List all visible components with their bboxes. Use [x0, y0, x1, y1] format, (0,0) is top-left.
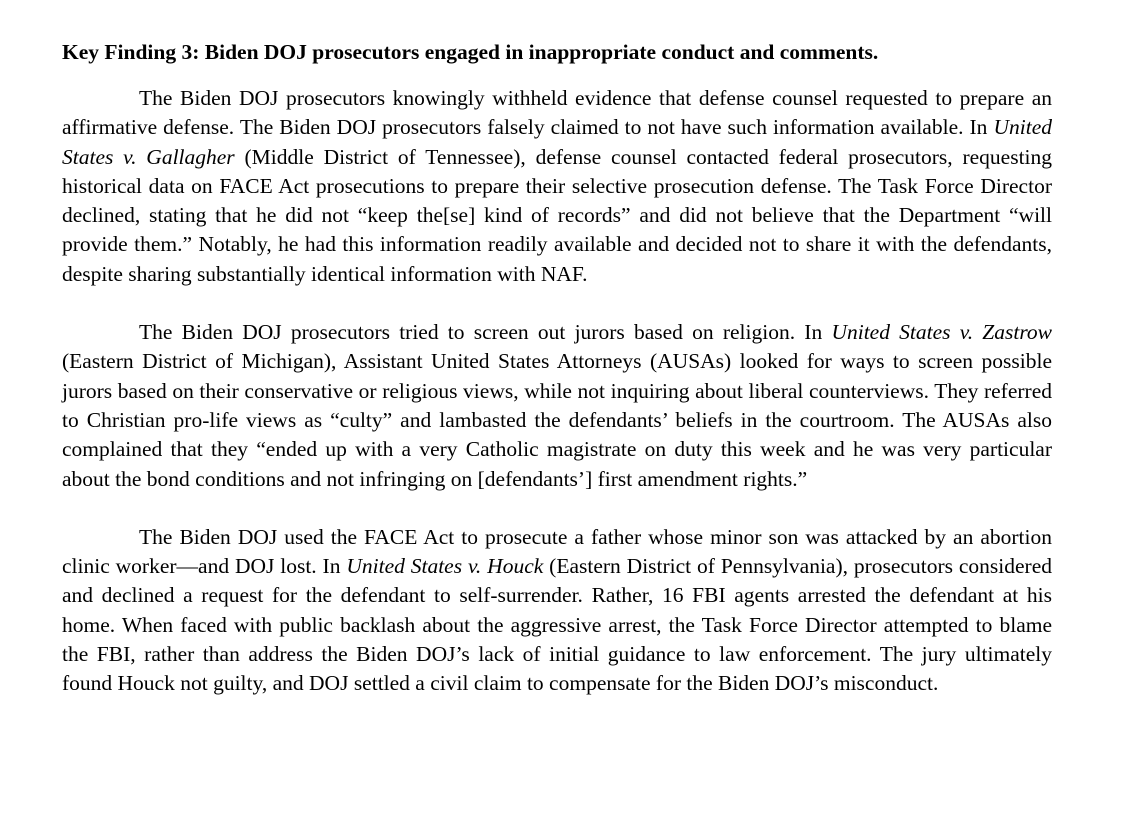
paragraph-text: (Middle District of Tennessee), defense counsel contacted federal prosecutors, requesting historical data on FACE Act prosecutions to prepare their selective prosecution defense. The Task Force Director declined, stating that he did not “keep the[se] kind of records” and did not believe that the Department “will provide them.” Notably, he had this information readily available and decided not to share it with the defendants, despite sharing substantially identical information with NAF.	[62, 144, 1053, 286]
paragraph-text: (Eastern District of Pennsylvania), prosecutors considered and declined a request for the defendant to self-surrender. Rather, 16 FBI agents arrested the defendant at his home. When faced with public backlash about the aggressive arrest, the Task Force Director attempted to blame the FBI, rather than address the Biden DOJ’s lack of initial guidance to law enforcement. The jury ultimately found Houck not guilty, and DOJ settled a civil claim to compensate for the Biden DOJ’s misconduct.	[62, 554, 1052, 696]
paragraph-withheld-evidence	[62, 84, 1052, 289]
paragraph-text: The Biden DOJ prosecutors tried to screen out jurors based on religion. In	[139, 320, 832, 345]
paragraph-text: (Eastern District of Michigan), Assistant United States Attorneys (AUSAs) looked for ways to screen possible jurors based on their conservative or religious views, while not inquiring about liberal counterviews. They referred to Christian pro-life views as “culty” and lambasted the defendants’ beliefs in the courtroom. The AUSAs also complained that they “ended up with a very Catholic magistrate on duty this week and he was very particular about the bond conditions and not infringing on [defendants’] first amendment rights.”	[62, 349, 1052, 491]
paragraph-text: The Biden DOJ prosecutors knowingly withheld evidence that defense counsel requested to prepare an affirmative defense. The Biden DOJ prosecutors falsely claimed to not have such information available. In	[62, 86, 1052, 140]
case-citation-houck: United States v. Houck	[346, 554, 544, 579]
key-finding-heading: Key Finding 3: Biden DOJ prosecutors engaged in inappropriate conduct and comments.	[62, 40, 879, 64]
paragraph-juror-screening	[62, 318, 1052, 494]
paragraph-text: The Biden DOJ used the FACE Act to prosecute a father whose minor son was attacked by an abortion clinic worker—and DOJ lost. In	[62, 524, 1052, 579]
document-page	[62, 38, 1052, 699]
case-citation-zastrow: United States v. Zastrow	[831, 320, 1052, 345]
case-citation-gallagher: United States v. Gallagher	[62, 115, 1052, 169]
paragraph-houck-prosecution	[62, 523, 1052, 699]
